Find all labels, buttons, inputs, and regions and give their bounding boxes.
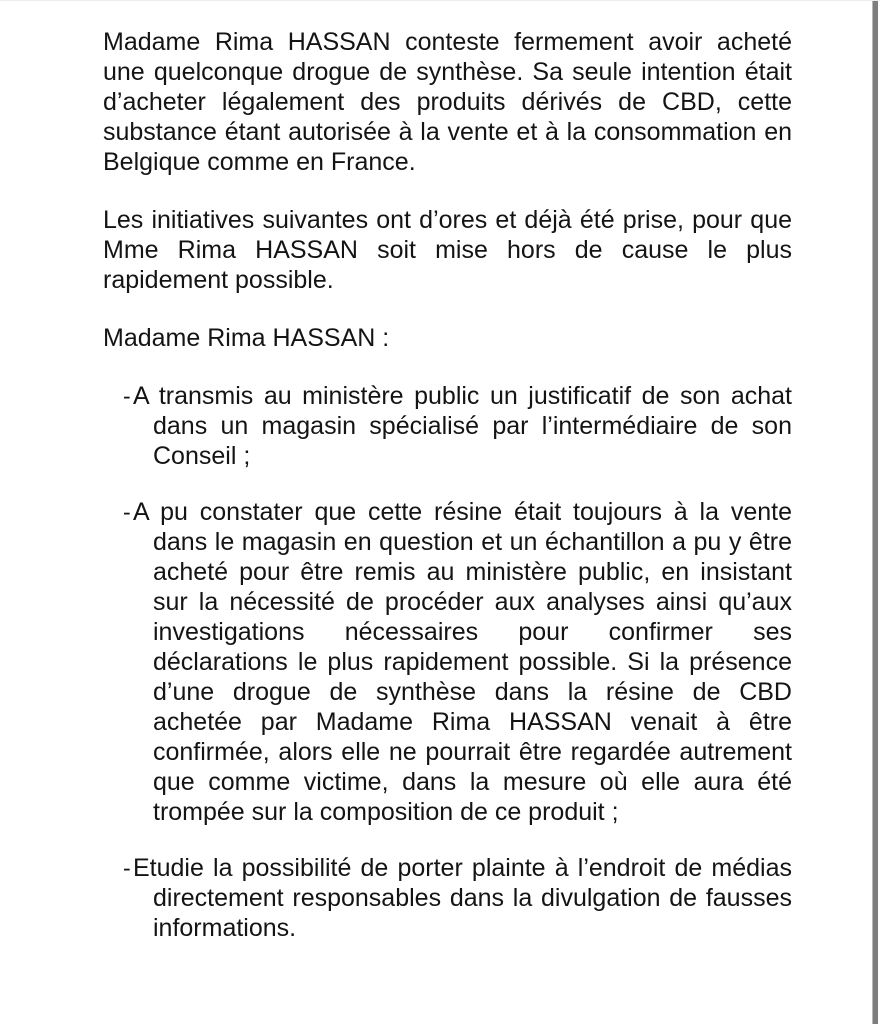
list-item xyxy=(103,853,792,943)
document-text-block xyxy=(103,27,792,943)
list-item-text: Etudie la possibilité de porter plainte à l’endroit de médias directement responsables dans la divulgation de fausses informations. xyxy=(133,854,792,942)
dash-bullet-icon: - xyxy=(123,499,131,525)
dash-bullet-icon: - xyxy=(123,855,131,881)
list-item-text: A pu constater que cette résine était toujours à la vente dans le magasin en question et un échantillon a pu y être acheté pour être remis au ministère public, en insistant sur la nécessité de procéder aux analyses ainsi qu’aux investigations nécessaires pour confirmer ses déclarations le plus rapidement possible. Si la présence d’une drogue de synthèse dans la résine de CBD achetée par Madame Rima HASSAN venait à être confirmée, alors elle ne pourrait être regardée autrement que comme victime, dans la mesure où elle aura été trompée sur la composition de ce produit ; xyxy=(133,498,792,826)
dash-bullet-icon: - xyxy=(123,383,131,409)
scan-edge-shadow xyxy=(872,1,878,1024)
bullet-list xyxy=(103,381,792,943)
list-item-text: A transmis au ministère public un justificatif de son achat dans un magasin spécialisé par l’intermédiaire de son Conseil ; xyxy=(133,382,792,470)
list-item xyxy=(103,497,792,827)
list-item xyxy=(103,381,792,471)
paragraph-heading: Madame Rima HASSAN : xyxy=(103,324,390,352)
paragraph-initiatives: Les initiatives suivantes ont d’ores et déjà été prise, pour que Mme Rima HASSAN soit mise hors de cause le plus rapidement possible. xyxy=(103,206,792,294)
paragraph-intro: Madame Rima HASSAN conteste fermement avoir acheté une quelconque drogue de synthèse. Sa seule intention était d’acheter légalement des produits dérivés de CBD, cette substance étant autorisée à la vente et à la consommation en Belgique comme en France. xyxy=(103,28,792,176)
